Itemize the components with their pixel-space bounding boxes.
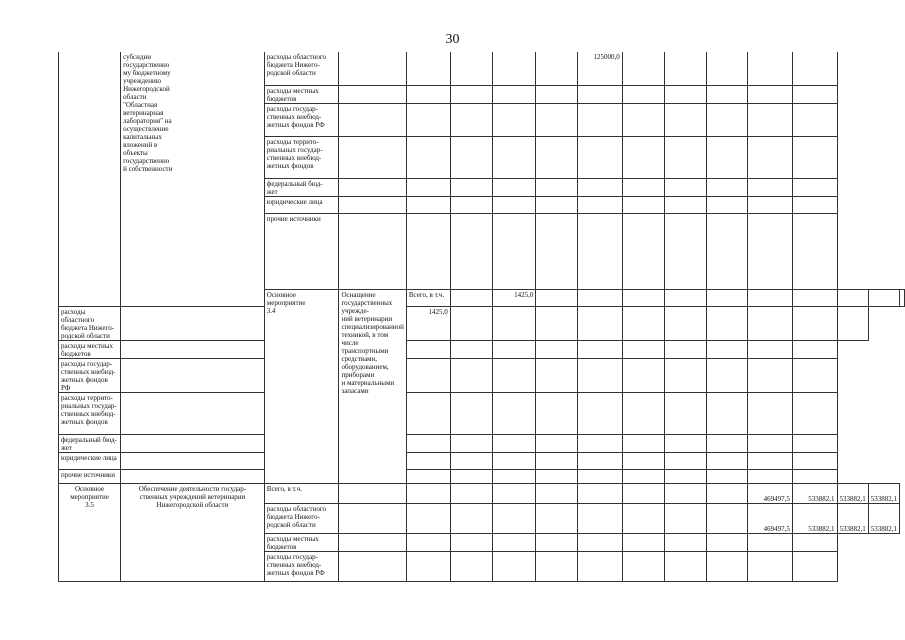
empty-cell <box>406 434 450 452</box>
empty-cell <box>406 340 450 358</box>
empty-cell <box>792 103 837 136</box>
empty-cell <box>492 392 536 434</box>
empty-cell <box>622 469 664 483</box>
empty-cell <box>450 306 492 340</box>
empty-cell <box>536 306 578 340</box>
empty-cell <box>578 358 623 392</box>
empty-cell <box>450 340 492 358</box>
empty-cell <box>121 469 265 483</box>
activity-description: Обеспечение деятельности государ- ственных учреждений ветеринарии Нижегородской области <box>121 483 265 581</box>
empty-cell <box>536 452 578 469</box>
empty-cell <box>536 289 578 306</box>
empty-cell <box>492 469 536 483</box>
empty-cell <box>492 136 536 178</box>
empty-cell <box>664 392 706 434</box>
empty-cell <box>578 551 623 581</box>
empty-cell <box>406 178 450 196</box>
empty-cell <box>492 358 536 392</box>
activity-description: субсидии государственно му бюджетному учреждению Нижегородской области "Областная ветеринарная лаборатория" на осуществление капитальных вложений в объекты государственно й собственности <box>121 52 265 306</box>
empty-cell <box>406 85 450 103</box>
empty-cell <box>450 85 492 103</box>
empty-cell <box>536 483 578 503</box>
empty-cell <box>622 434 664 452</box>
empty-cell <box>536 178 578 196</box>
empty-cell <box>536 52 578 85</box>
empty-cell <box>792 213 837 289</box>
empty-cell <box>622 306 664 340</box>
source-regional: расходы областного бюджета Нижего- родской области <box>59 306 121 340</box>
empty-cell <box>706 213 748 289</box>
empty-cell <box>706 533 748 551</box>
empty-cell <box>492 503 536 533</box>
empty-cell <box>792 289 837 306</box>
empty-cell <box>706 196 748 213</box>
empty-cell <box>664 434 706 452</box>
empty-cell <box>748 340 793 358</box>
empty-cell <box>706 52 748 85</box>
source-state-funds: расходы государ- ственных внебюд- жетных фондов РФ <box>264 103 339 136</box>
empty-cell <box>492 213 536 289</box>
empty-cell <box>492 340 536 358</box>
empty-cell <box>578 196 623 213</box>
value-cell: 1425,0 <box>492 289 536 306</box>
empty-cell <box>622 213 664 289</box>
empty-cell <box>536 213 578 289</box>
empty-cell <box>536 434 578 452</box>
source-local: расходы местных бюджетов <box>264 85 339 103</box>
activity-cell: Основное мероприятие 3.4 <box>264 289 339 483</box>
empty-cell <box>492 52 536 85</box>
empty-cell <box>664 103 706 136</box>
empty-cell <box>536 136 578 178</box>
empty-cell <box>492 434 536 452</box>
value-cell: 533882,1 <box>792 503 837 533</box>
empty-cell <box>121 358 265 392</box>
empty-cell <box>664 533 706 551</box>
empty-cell <box>748 178 793 196</box>
empty-cell <box>121 392 265 434</box>
empty-cell <box>706 434 748 452</box>
value-cell: 1425,0 <box>406 306 450 340</box>
empty-cell <box>706 85 748 103</box>
empty-cell <box>792 178 837 196</box>
value-cell: 533882,1 <box>837 483 868 503</box>
empty-cell <box>450 533 492 551</box>
table-row <box>59 452 905 469</box>
empty-cell <box>664 85 706 103</box>
empty-cell <box>578 452 623 469</box>
empty-cell <box>450 213 492 289</box>
empty-cell <box>578 136 623 178</box>
empty-cell <box>578 103 623 136</box>
empty-cell <box>492 196 536 213</box>
empty-cell <box>664 340 706 358</box>
empty-cell <box>339 85 406 103</box>
empty-cell <box>622 196 664 213</box>
table-row <box>59 306 905 340</box>
source-state-funds: расходы государ- ственных внебюд- жетных фондов РФ <box>59 358 121 392</box>
empty-cell <box>622 340 664 358</box>
empty-cell <box>339 503 406 533</box>
activity-cell <box>59 52 121 306</box>
empty-cell <box>339 483 406 503</box>
empty-cell <box>706 289 748 306</box>
empty-cell <box>664 306 706 340</box>
value-cell: 533882,1 <box>868 483 899 503</box>
empty-cell <box>748 358 793 392</box>
empty-cell <box>578 289 623 306</box>
source-state-funds: расходы государ- ственных внебюд- жетных фондов РФ <box>264 551 339 581</box>
empty-cell <box>339 136 406 178</box>
empty-cell <box>622 103 664 136</box>
budget-table <box>58 52 905 582</box>
empty-cell <box>664 469 706 483</box>
empty-cell <box>622 533 664 551</box>
empty-cell <box>339 52 406 85</box>
empty-cell <box>706 340 748 358</box>
empty-cell <box>706 358 748 392</box>
empty-cell <box>706 306 748 340</box>
empty-cell <box>622 85 664 103</box>
empty-cell <box>706 178 748 196</box>
empty-cell <box>748 452 793 469</box>
empty-cell <box>900 289 905 306</box>
empty-cell <box>536 392 578 434</box>
empty-cell <box>536 103 578 136</box>
empty-cell <box>622 503 664 533</box>
empty-cell <box>450 103 492 136</box>
empty-cell <box>121 452 265 469</box>
empty-cell <box>622 452 664 469</box>
source-federal: федеральный бюд- жет <box>59 434 121 452</box>
empty-cell <box>868 289 899 306</box>
table-row <box>59 483 905 503</box>
page-number: 30 <box>445 32 460 47</box>
source-regional: расходы областного бюджета Нижего- родской области <box>264 503 339 533</box>
empty-cell <box>837 306 868 340</box>
empty-cell <box>339 196 406 213</box>
source-local: расходы местных бюджетов <box>264 533 339 551</box>
empty-cell <box>450 469 492 483</box>
empty-cell <box>706 452 748 469</box>
empty-cell <box>406 452 450 469</box>
empty-cell <box>792 452 837 469</box>
table-row <box>59 358 905 392</box>
empty-cell <box>578 533 623 551</box>
source-legal: юридические лица <box>264 196 339 213</box>
empty-cell <box>450 196 492 213</box>
empty-cell <box>450 483 492 503</box>
source-other: прочие источники <box>59 469 121 483</box>
empty-cell <box>706 551 748 581</box>
empty-cell <box>622 392 664 434</box>
activity-description: Оснащение государственных учрежде- ний ветеринарии специализированной техникой, в том числе транспортными средствами, оборудованием, приборами и материальными запасами <box>339 289 406 483</box>
empty-cell <box>536 358 578 392</box>
table-row <box>59 469 905 483</box>
empty-cell <box>664 503 706 533</box>
empty-cell <box>492 551 536 581</box>
source-territorial-funds: расходы террито- риальных государ- ственных внебюд- жетных фондов <box>264 136 339 178</box>
empty-cell <box>121 340 265 358</box>
empty-cell <box>492 178 536 196</box>
empty-cell <box>748 392 793 434</box>
empty-cell <box>536 469 578 483</box>
empty-cell <box>664 483 706 503</box>
source-territorial-funds: расходы террито- риальных государ- ственных внебюд- жетных фондов <box>59 392 121 434</box>
value-cell: 533882,1 <box>837 503 868 533</box>
empty-cell <box>450 434 492 452</box>
empty-cell <box>622 289 664 306</box>
source-local: расходы местных бюджетов <box>59 340 121 358</box>
empty-cell <box>578 85 623 103</box>
empty-cell <box>339 533 406 551</box>
empty-cell <box>622 551 664 581</box>
empty-cell <box>406 52 450 85</box>
empty-cell <box>450 358 492 392</box>
empty-cell <box>450 551 492 581</box>
empty-cell <box>492 306 536 340</box>
empty-cell <box>748 103 793 136</box>
empty-cell <box>450 289 492 306</box>
empty-cell <box>578 213 623 289</box>
empty-cell <box>837 289 868 306</box>
empty-cell <box>578 434 623 452</box>
source-regional: расходы областного бюджета Нижего- родской области <box>264 52 339 85</box>
empty-cell <box>406 469 450 483</box>
empty-cell <box>492 533 536 551</box>
value-cell: 533882,1 <box>868 503 899 533</box>
empty-cell <box>664 213 706 289</box>
empty-cell <box>792 136 837 178</box>
empty-cell <box>339 178 406 196</box>
table-row <box>59 52 905 85</box>
source-legal: юридические лица <box>59 452 121 469</box>
empty-cell <box>706 503 748 533</box>
value-cell: 469497,5 <box>748 503 793 533</box>
empty-cell <box>622 358 664 392</box>
empty-cell <box>578 306 623 340</box>
value-cell: 469497,5 <box>748 483 793 503</box>
empty-cell <box>578 340 623 358</box>
empty-cell <box>406 213 450 289</box>
empty-cell <box>706 483 748 503</box>
empty-cell <box>748 551 793 581</box>
empty-cell <box>664 452 706 469</box>
empty-cell <box>536 196 578 213</box>
activity-cell: Основное мероприятие 3.5 <box>59 483 121 581</box>
empty-cell <box>406 103 450 136</box>
table-row <box>59 392 905 434</box>
empty-cell <box>664 196 706 213</box>
empty-cell <box>706 136 748 178</box>
empty-cell <box>536 340 578 358</box>
empty-cell <box>748 213 793 289</box>
empty-cell <box>450 503 492 533</box>
empty-cell <box>622 136 664 178</box>
empty-cell <box>792 52 837 85</box>
empty-cell <box>622 52 664 85</box>
empty-cell <box>406 358 450 392</box>
empty-cell <box>748 469 793 483</box>
empty-cell <box>792 306 837 340</box>
empty-cell <box>748 289 793 306</box>
empty-cell <box>121 434 265 452</box>
empty-cell <box>406 136 450 178</box>
empty-cell <box>536 85 578 103</box>
empty-cell <box>406 392 450 434</box>
empty-cell <box>622 178 664 196</box>
empty-cell <box>706 103 748 136</box>
empty-cell <box>748 306 793 340</box>
empty-cell <box>792 434 837 452</box>
empty-cell <box>406 533 450 551</box>
empty-cell <box>406 503 450 533</box>
empty-cell <box>536 533 578 551</box>
empty-cell <box>664 551 706 581</box>
empty-cell <box>748 85 793 103</box>
empty-cell <box>578 469 623 483</box>
empty-cell <box>748 52 793 85</box>
empty-cell <box>792 85 837 103</box>
empty-cell <box>406 551 450 581</box>
empty-cell <box>492 452 536 469</box>
empty-cell <box>450 392 492 434</box>
source-other: прочие источники <box>264 213 339 289</box>
empty-cell <box>792 358 837 392</box>
empty-cell <box>792 469 837 483</box>
empty-cell <box>536 503 578 533</box>
empty-cell <box>664 358 706 392</box>
empty-cell <box>492 483 536 503</box>
empty-cell <box>792 340 837 358</box>
empty-cell <box>450 452 492 469</box>
empty-cell <box>578 178 623 196</box>
empty-cell <box>748 434 793 452</box>
empty-cell <box>339 213 406 289</box>
empty-cell <box>121 306 265 340</box>
empty-cell <box>339 551 406 581</box>
empty-cell <box>792 533 837 551</box>
value-cell: 125000,0 <box>578 52 623 85</box>
empty-cell <box>578 483 623 503</box>
empty-cell <box>450 136 492 178</box>
budget-table-sheet <box>58 52 905 582</box>
empty-cell <box>748 533 793 551</box>
empty-cell <box>492 103 536 136</box>
empty-cell <box>706 392 748 434</box>
empty-cell <box>748 196 793 213</box>
empty-cell <box>536 551 578 581</box>
empty-cell <box>664 52 706 85</box>
empty-cell <box>578 392 623 434</box>
table-row <box>59 434 905 452</box>
empty-cell <box>792 551 837 581</box>
empty-cell <box>664 136 706 178</box>
empty-cell <box>578 503 623 533</box>
empty-cell <box>450 178 492 196</box>
value-cell: 533882,1 <box>792 483 837 503</box>
empty-cell <box>748 136 793 178</box>
empty-cell <box>792 392 837 434</box>
source-federal: федеральный бюд- жет <box>264 178 339 196</box>
empty-cell <box>664 178 706 196</box>
empty-cell <box>406 196 450 213</box>
empty-cell <box>792 196 837 213</box>
source-total: Всего, в т.ч. <box>406 289 450 306</box>
table-row <box>59 340 905 358</box>
empty-cell <box>706 469 748 483</box>
empty-cell <box>339 103 406 136</box>
source-total: Всего, в т.ч. <box>264 483 339 503</box>
empty-cell <box>622 483 664 503</box>
empty-cell <box>406 483 450 503</box>
empty-cell <box>492 85 536 103</box>
empty-cell <box>664 289 706 306</box>
empty-cell <box>450 52 492 85</box>
